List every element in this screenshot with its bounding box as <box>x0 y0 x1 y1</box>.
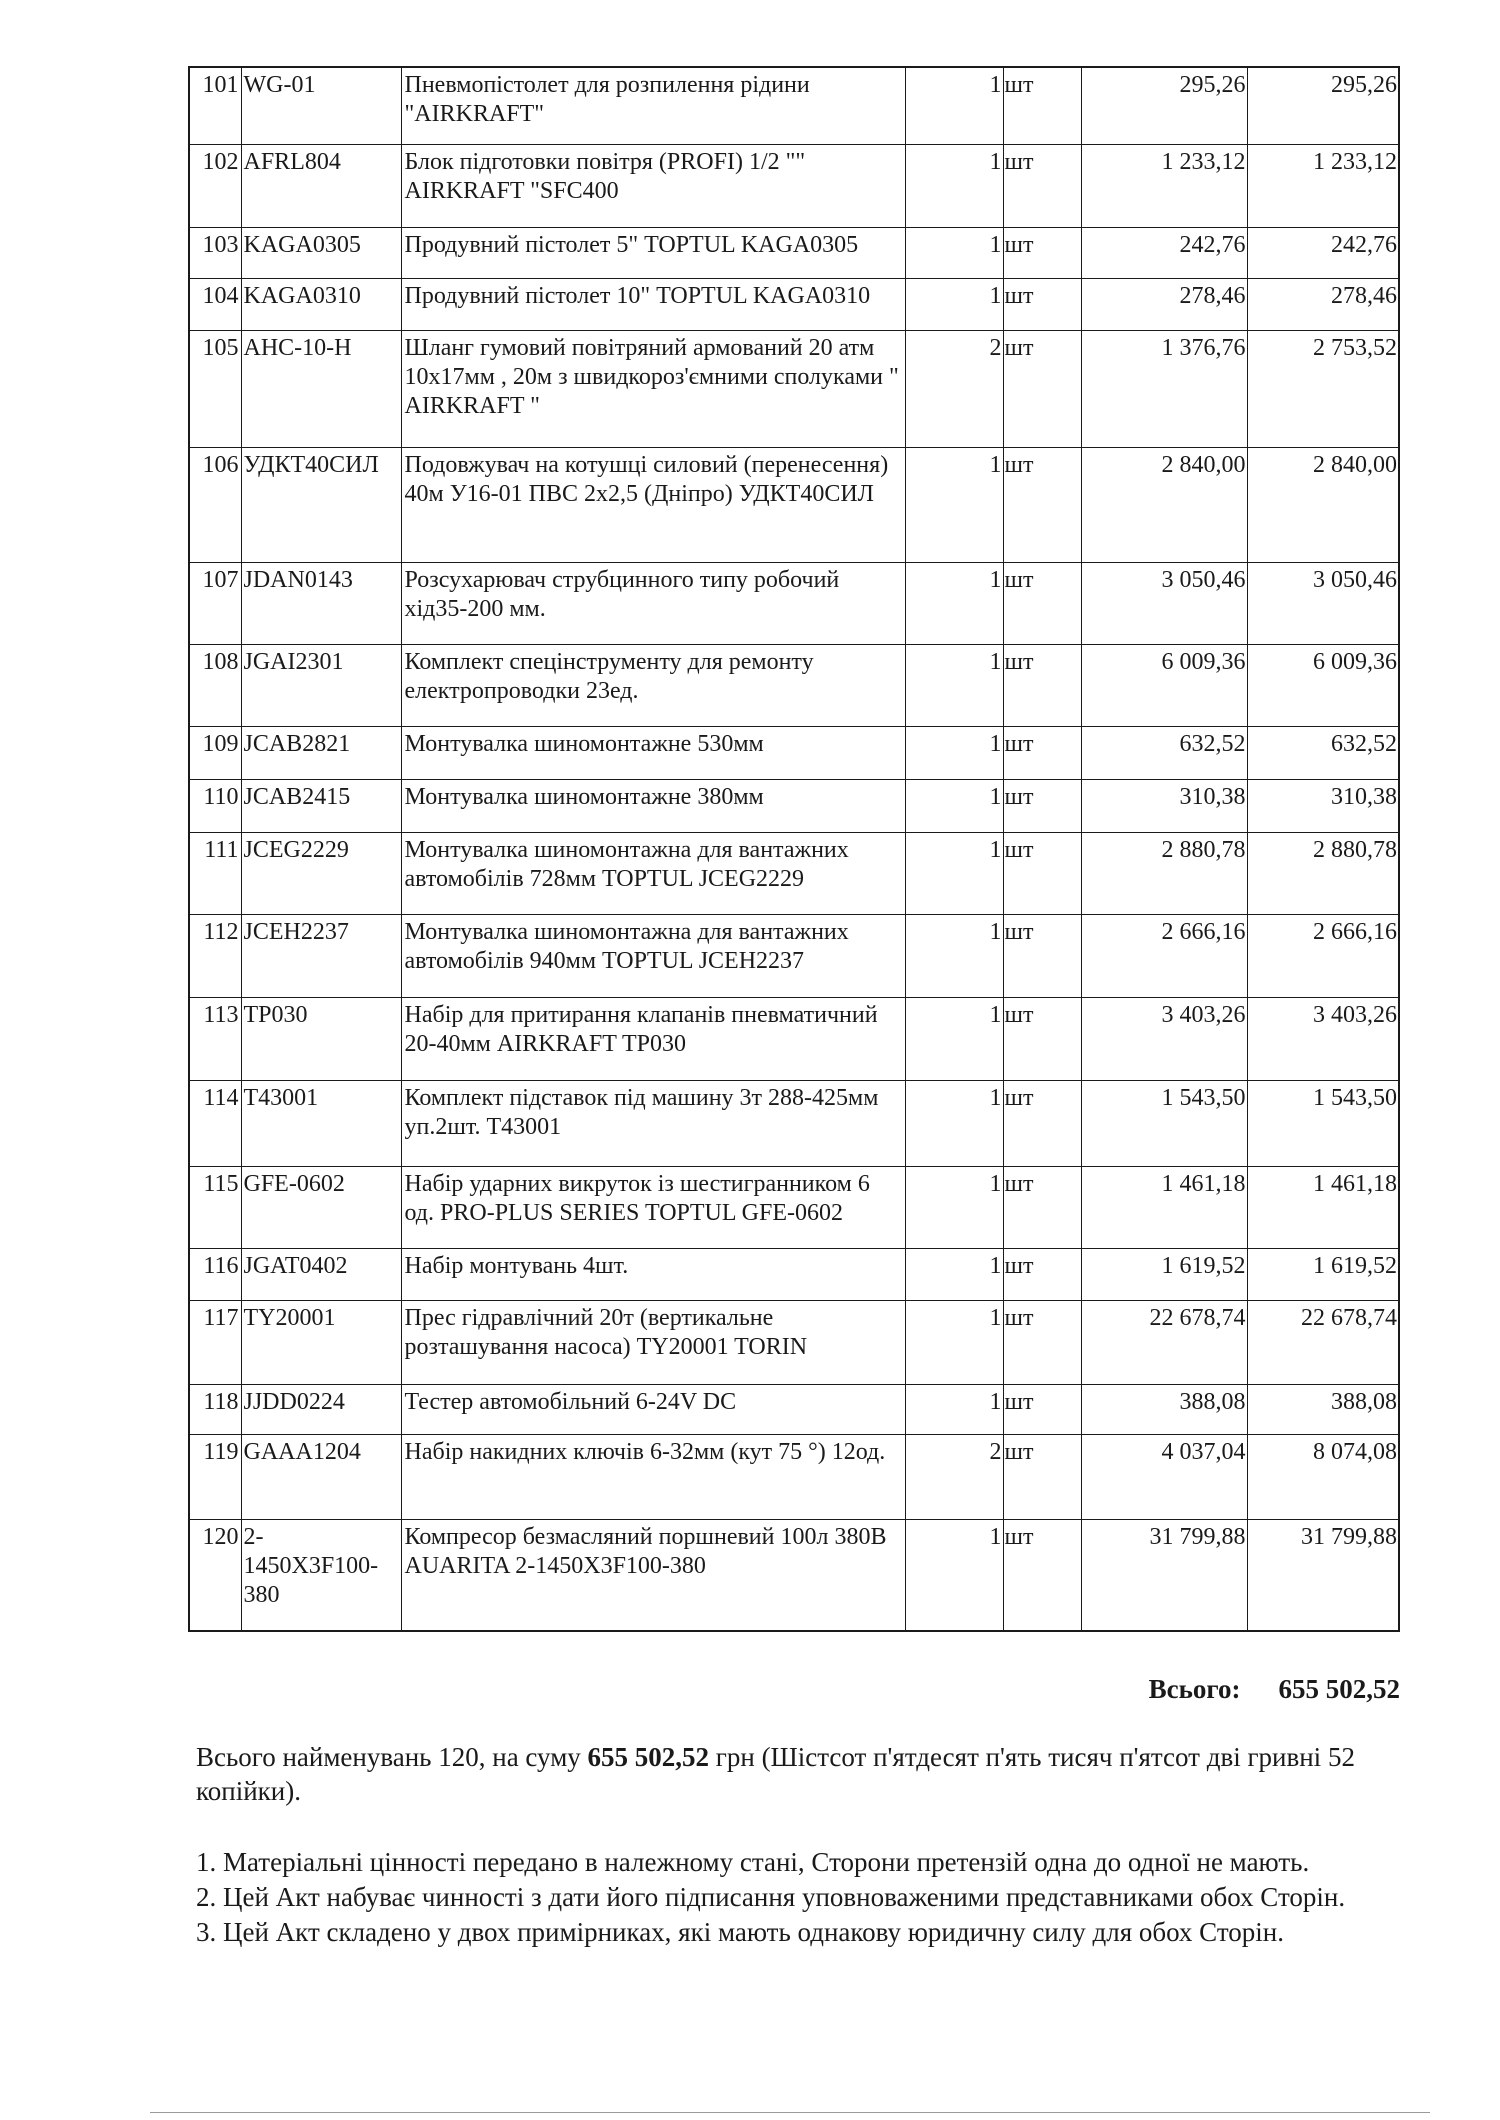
item-total: 388,08 <box>1247 1384 1399 1434</box>
summary-paragraph <box>196 1740 1400 1808</box>
item-price: 2 666,16 <box>1081 914 1247 997</box>
table-row <box>189 1080 1399 1166</box>
item-total: 310,38 <box>1247 779 1399 832</box>
item-code: 2-1450X3F100-380 <box>241 1519 401 1631</box>
item-quantity: 1 <box>905 726 1003 779</box>
item-quantity: 1 <box>905 1080 1003 1166</box>
grand-total <box>1050 1674 1400 1705</box>
item-quantity: 1 <box>905 144 1003 227</box>
item-unit: шт <box>1003 447 1081 562</box>
item-code: JCEG2229 <box>241 832 401 914</box>
item-code: JGAI2301 <box>241 644 401 726</box>
row-number: 104 <box>189 278 241 330</box>
item-price: 6 009,36 <box>1081 644 1247 726</box>
item-name: Розсухарювач струбцинного типу робочий хід35-200 мм. <box>401 562 905 644</box>
table-row <box>189 278 1399 330</box>
items-body <box>189 67 1399 1631</box>
item-quantity: 1 <box>905 914 1003 997</box>
item-quantity: 1 <box>905 67 1003 144</box>
item-code: TP030 <box>241 997 401 1080</box>
row-number: 103 <box>189 227 241 278</box>
term-item: 2. Цей Акт набуває чинності з дати його підписання уповноваженими представниками обох Сторін. <box>196 1882 1346 1912</box>
item-total: 278,46 <box>1247 278 1399 330</box>
item-name: Монтувалка шиномонтажне 380мм <box>401 779 905 832</box>
item-total: 2 840,00 <box>1247 447 1399 562</box>
row-number: 109 <box>189 726 241 779</box>
item-price: 3 403,26 <box>1081 997 1247 1080</box>
table-row <box>189 1248 1399 1300</box>
table-row <box>189 1166 1399 1248</box>
row-number: 113 <box>189 997 241 1080</box>
row-number: 112 <box>189 914 241 997</box>
item-total: 1 619,52 <box>1247 1248 1399 1300</box>
table-row <box>189 562 1399 644</box>
item-name: Пневмопістолет для розпилення рідини "AIRKRAFT" <box>401 67 905 144</box>
item-name: Монтувалка шиномонтажна для вантажних автомобілів 728мм TOPTUL JCEG2229 <box>401 832 905 914</box>
item-code: TY20001 <box>241 1300 401 1384</box>
item-quantity: 2 <box>905 330 1003 447</box>
item-price: 1 376,76 <box>1081 330 1247 447</box>
item-price: 295,26 <box>1081 67 1247 144</box>
table-row <box>189 227 1399 278</box>
item-price: 1 543,50 <box>1081 1080 1247 1166</box>
grand-total-label: Всього: <box>1148 1674 1241 1704</box>
item-code: JCAB2821 <box>241 726 401 779</box>
row-number: 120 <box>189 1519 241 1631</box>
item-total: 295,26 <box>1247 67 1399 144</box>
table-row <box>189 67 1399 144</box>
term-item: 1. Матеріальні цінності передано в належному стані, Сторони претензій одна до одної не мають. <box>196 1847 1310 1877</box>
item-total: 2 666,16 <box>1247 914 1399 997</box>
item-unit: шт <box>1003 562 1081 644</box>
item-unit: шт <box>1003 1384 1081 1434</box>
item-unit: шт <box>1003 144 1081 227</box>
item-unit: шт <box>1003 1434 1081 1519</box>
table-row <box>189 330 1399 447</box>
item-quantity: 1 <box>905 227 1003 278</box>
table-row <box>189 832 1399 914</box>
item-unit: шт <box>1003 330 1081 447</box>
item-total: 6 009,36 <box>1247 644 1399 726</box>
item-code: JCEH2237 <box>241 914 401 997</box>
item-code: GAAA1204 <box>241 1434 401 1519</box>
row-number: 108 <box>189 644 241 726</box>
item-quantity: 1 <box>905 1519 1003 1631</box>
item-price: 22 678,74 <box>1081 1300 1247 1384</box>
grand-total-value: 655 502,52 <box>1278 1674 1400 1704</box>
item-price: 1 461,18 <box>1081 1166 1247 1248</box>
item-code: УДКТ40СИЛ <box>241 447 401 562</box>
item-quantity: 1 <box>905 447 1003 562</box>
row-number: 114 <box>189 1080 241 1166</box>
item-unit: шт <box>1003 779 1081 832</box>
item-unit: шт <box>1003 1166 1081 1248</box>
item-unit: шт <box>1003 997 1081 1080</box>
item-quantity: 1 <box>905 644 1003 726</box>
item-quantity: 1 <box>905 278 1003 330</box>
item-unit: шт <box>1003 67 1081 144</box>
item-price: 3 050,46 <box>1081 562 1247 644</box>
row-number: 116 <box>189 1248 241 1300</box>
item-price: 2 840,00 <box>1081 447 1247 562</box>
item-total: 1 461,18 <box>1247 1166 1399 1248</box>
item-price: 278,46 <box>1081 278 1247 330</box>
item-price: 2 880,78 <box>1081 832 1247 914</box>
item-quantity: 1 <box>905 832 1003 914</box>
item-total: 3 403,26 <box>1247 997 1399 1080</box>
item-price: 310,38 <box>1081 779 1247 832</box>
item-total: 8 074,08 <box>1247 1434 1399 1519</box>
item-price: 388,08 <box>1081 1384 1247 1434</box>
items-table <box>188 66 1400 1632</box>
item-total: 3 050,46 <box>1247 562 1399 644</box>
item-quantity: 1 <box>905 1166 1003 1248</box>
item-quantity: 1 <box>905 1384 1003 1434</box>
item-quantity: 1 <box>905 562 1003 644</box>
item-code: KAGA0310 <box>241 278 401 330</box>
row-number: 107 <box>189 562 241 644</box>
table-row <box>189 1434 1399 1519</box>
item-total: 2 753,52 <box>1247 330 1399 447</box>
row-number: 101 <box>189 67 241 144</box>
item-quantity: 1 <box>905 1300 1003 1384</box>
item-total: 2 880,78 <box>1247 832 1399 914</box>
page-divider <box>150 2112 1430 2113</box>
terms-list <box>196 1846 1400 1951</box>
item-total: 22 678,74 <box>1247 1300 1399 1384</box>
item-name: Набір накидних ключів 6-32мм (кут 75 °) 12од. <box>401 1434 905 1519</box>
item-code: WG-01 <box>241 67 401 144</box>
item-name: Шланг гумовий повітряний армований 20 атм 10х17мм , 20м з швидкороз'ємними сполуками " AIRKRAFT " <box>401 330 905 447</box>
item-unit: шт <box>1003 1519 1081 1631</box>
item-total: 632,52 <box>1247 726 1399 779</box>
item-code: JJDD0224 <box>241 1384 401 1434</box>
item-name: Блок підготовки повітря (PROFI) 1/2 "" AIRKRAFT "SFC400 <box>401 144 905 227</box>
item-price: 242,76 <box>1081 227 1247 278</box>
item-name: Подовжувач на котушці силовий (перенесення) 40м У16-01 ПВС 2х2,5 (Дніпро) УДКТ40СИЛ <box>401 447 905 562</box>
item-name: Комплект спецінструменту для ремонту електропроводки 23ед. <box>401 644 905 726</box>
item-unit: шт <box>1003 914 1081 997</box>
item-total: 1 543,50 <box>1247 1080 1399 1166</box>
item-quantity: 2 <box>905 1434 1003 1519</box>
item-code: GFE-0602 <box>241 1166 401 1248</box>
summary-amount: 655 502,52 <box>587 1742 710 1772</box>
item-name: Набір монтувань 4шт. <box>401 1248 905 1300</box>
row-number: 117 <box>189 1300 241 1384</box>
table-row <box>189 1519 1399 1631</box>
item-price: 1 233,12 <box>1081 144 1247 227</box>
item-unit: шт <box>1003 1248 1081 1300</box>
item-unit: шт <box>1003 726 1081 779</box>
summary-suffix: грн (Шістсот п'ятдесят п'ять тисяч п'ятсот дві гривні 52 копійки). <box>196 1742 1355 1806</box>
item-quantity: 1 <box>905 997 1003 1080</box>
item-name: Компресор безмасляний поршневий 100л 380В AUARITA 2-1450X3F100-380 <box>401 1519 905 1631</box>
item-name: Продувний пістолет 5" TOPTUL KAGA0305 <box>401 227 905 278</box>
table-row <box>189 726 1399 779</box>
item-code: JGAT0402 <box>241 1248 401 1300</box>
row-number: 118 <box>189 1384 241 1434</box>
item-price: 632,52 <box>1081 726 1247 779</box>
item-unit: шт <box>1003 278 1081 330</box>
item-unit: шт <box>1003 1300 1081 1384</box>
item-name: Монтувалка шиномонтажна для вантажних автомобілів 940мм TOPTUL JCEH2237 <box>401 914 905 997</box>
item-price: 1 619,52 <box>1081 1248 1247 1300</box>
item-name: Набір для притирання клапанів пневматичний 20-40мм AIRKRAFT TP030 <box>401 997 905 1080</box>
row-number: 115 <box>189 1166 241 1248</box>
item-code: JDAN0143 <box>241 562 401 644</box>
table-row <box>189 1300 1399 1384</box>
item-name: Набір ударних викруток із шестигранником 6 од. PRO-PLUS SERIES TOPTUL GFE-0602 <box>401 1166 905 1248</box>
item-quantity: 1 <box>905 1248 1003 1300</box>
table-row <box>189 997 1399 1080</box>
table-row <box>189 1384 1399 1434</box>
item-name: Продувний пістолет 10" TOPTUL KAGA0310 <box>401 278 905 330</box>
row-number: 111 <box>189 832 241 914</box>
item-total: 242,76 <box>1247 227 1399 278</box>
item-name: Тестер автомобільний 6-24V DC <box>401 1384 905 1434</box>
item-unit: шт <box>1003 227 1081 278</box>
item-unit: шт <box>1003 644 1081 726</box>
table-row <box>189 914 1399 997</box>
table-row <box>189 447 1399 562</box>
item-name: Прес гідравлічний 20т (вертикальне розташування насоса) TY20001 TORIN <box>401 1300 905 1384</box>
table-row <box>189 779 1399 832</box>
term-item: 3. Цей Акт складено у двох примірниках, які мають однакову юридичну силу для обох Сторін. <box>196 1917 1284 1947</box>
row-number: 102 <box>189 144 241 227</box>
row-number: 110 <box>189 779 241 832</box>
item-code: T43001 <box>241 1080 401 1166</box>
item-name: Монтувалка шиномонтажне 530мм <box>401 726 905 779</box>
summary-prefix: Всього найменувань 120, на суму <box>196 1742 588 1772</box>
item-unit: шт <box>1003 1080 1081 1166</box>
table-row <box>189 144 1399 227</box>
item-code: JCAB2415 <box>241 779 401 832</box>
item-price: 4 037,04 <box>1081 1434 1247 1519</box>
item-quantity: 1 <box>905 779 1003 832</box>
item-total: 31 799,88 <box>1247 1519 1399 1631</box>
item-code: KAGA0305 <box>241 227 401 278</box>
row-number: 105 <box>189 330 241 447</box>
item-code: AFRL804 <box>241 144 401 227</box>
item-code: AHC-10-H <box>241 330 401 447</box>
row-number: 106 <box>189 447 241 562</box>
item-unit: шт <box>1003 832 1081 914</box>
table-row <box>189 644 1399 726</box>
row-number: 119 <box>189 1434 241 1519</box>
item-total: 1 233,12 <box>1247 144 1399 227</box>
item-name: Комплект підставок під машину 3т 288-425мм уп.2шт. T43001 <box>401 1080 905 1166</box>
item-price: 31 799,88 <box>1081 1519 1247 1631</box>
